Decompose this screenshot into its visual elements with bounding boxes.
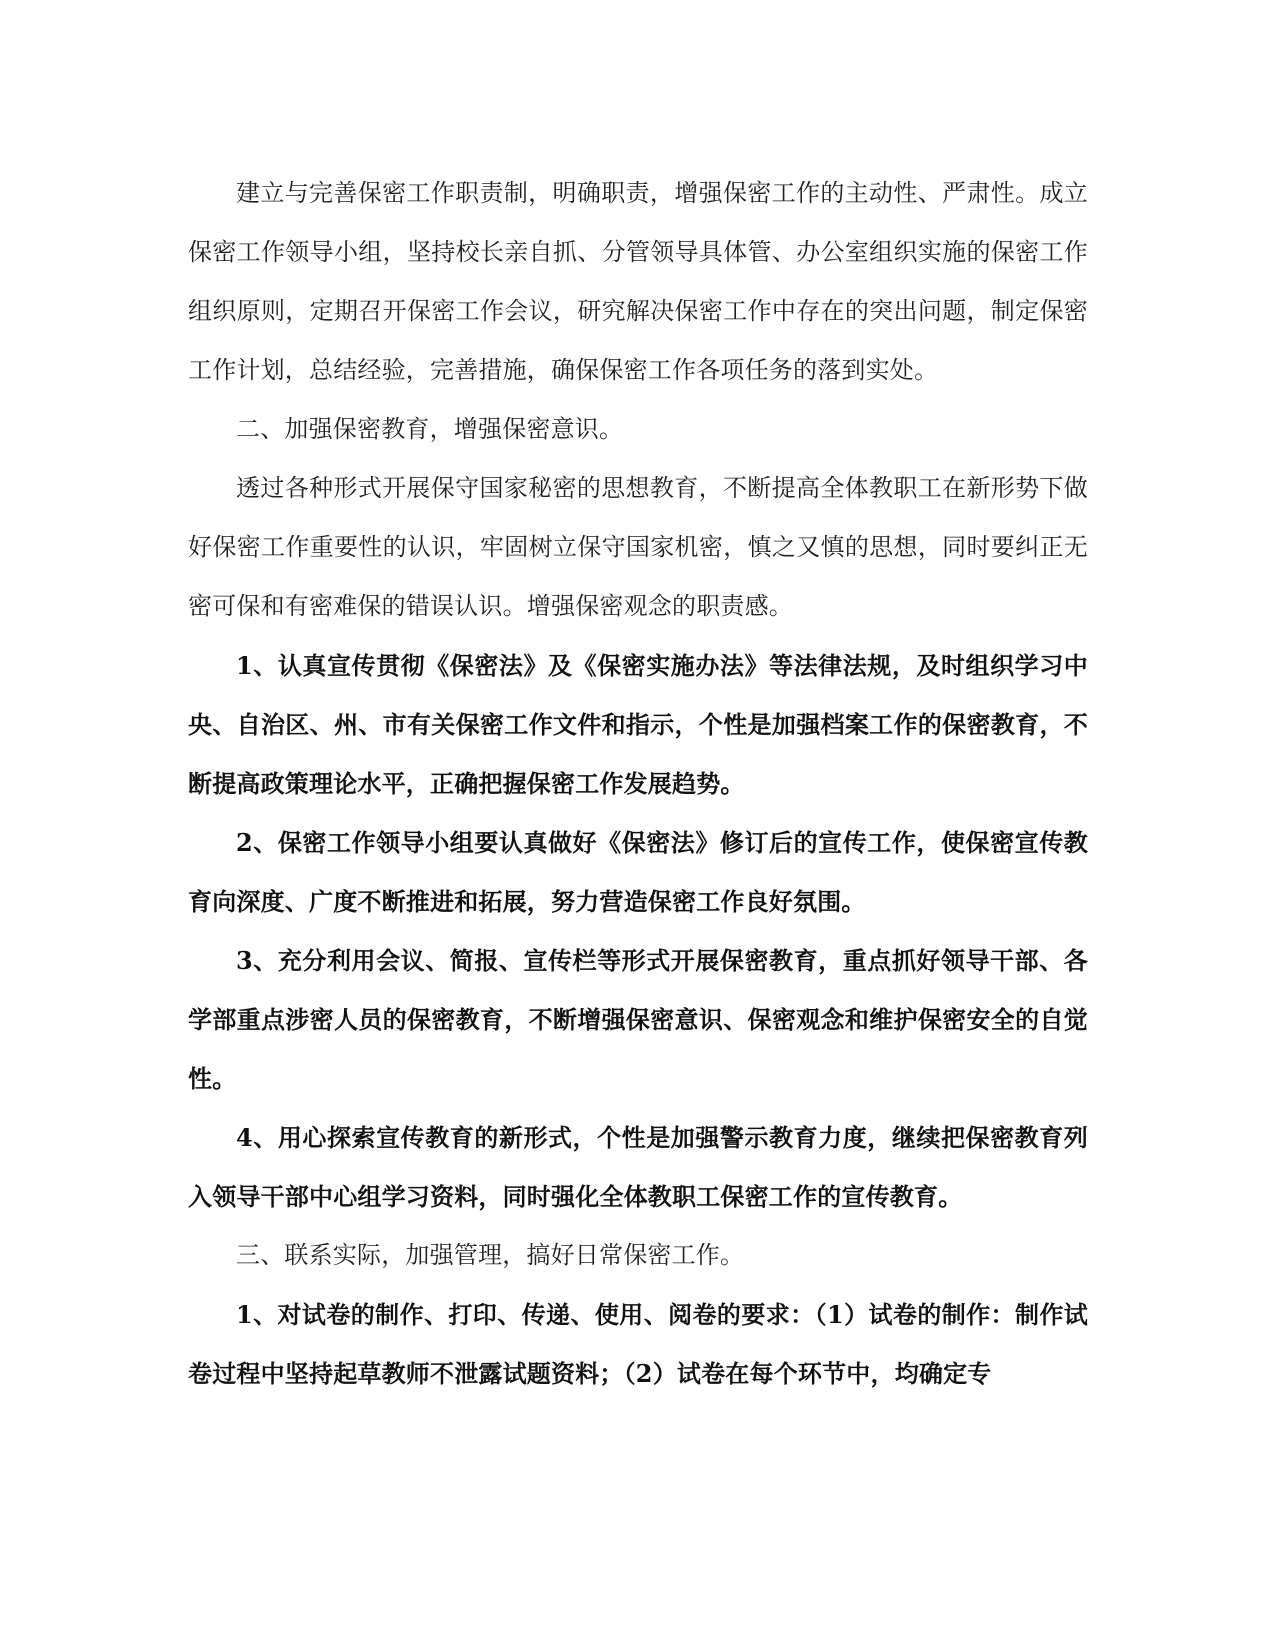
document-body xyxy=(188,164,1088,1403)
paragraph-item-2: 2、保密工作领导小组要认真做好《保密法》修订后的宣传工作，使保密宣传教育向深度、广度不断推进和拓展，努力营造保密工作良好氛围。 xyxy=(188,828,1088,916)
paragraph-item-3: 3、充分利用会议、简报、宣传栏等形式开展保密教育，重点抓好领导干部、各学部重点涉密人员的保密教育，不断增强保密意识、保密观念和维护保密安全的自觉性。 xyxy=(188,946,1088,1093)
paragraph-item-4: 4、用心探索宣传教育的新形式，个性是加强警示教育力度，继续把保密教育列入领导干部中心组学习资料，同时强化全体教职工保密工作的宣传教育。 xyxy=(188,1123,1088,1211)
paragraph-education-intro: 透过各种形式开展保守国家秘密的思想教育，不断提高全体教职工在新形势下做好保密工作重要性的认识，牢固树立保守国家机密，慎之又慎的思想，同时要纠正无密可保和有密难保的错误认识。增强保密观念的职责感。 xyxy=(188,474,1088,620)
paragraph-item-1: 1、认真宣传贯彻《保密法》及《保密实施办法》等法律法规，及时组织学习中央、自治区、州、市有关保密工作文件和指示，个性是加强档案工作的保密教育，不断提高政策理论水平，正确把握保密工作发展趋势。 xyxy=(188,651,1088,798)
paragraph-exam-item-1: 1、对试卷的制作、打印、传递、使用、阅卷的要求：（1）试卷的制作：制作试卷过程中坚持起草教师不泄露试题资料；（2）试卷在每个环节中，均确定专 xyxy=(188,1300,1088,1388)
section-heading-3: 三、联系实际，加强管理，搞好日常保密工作。 xyxy=(236,1241,745,1269)
paragraph-responsibility-system: 建立与完善保密工作职责制，明确职责，增强保密工作的主动性、严肃性。成立保密工作领导小组，坚持校长亲自抓、分管领导具体管、办公室组织实施的保密工作组织原则，定期召开保密工作会议，研究解决保密工作中存在的突出问题，制定保密工作计划，总结经验，完善措施，确保保密工作各项任务的落到实处。 xyxy=(188,179,1088,384)
section-heading-2: 二、加强保密教育，增强保密意识。 xyxy=(236,415,624,443)
